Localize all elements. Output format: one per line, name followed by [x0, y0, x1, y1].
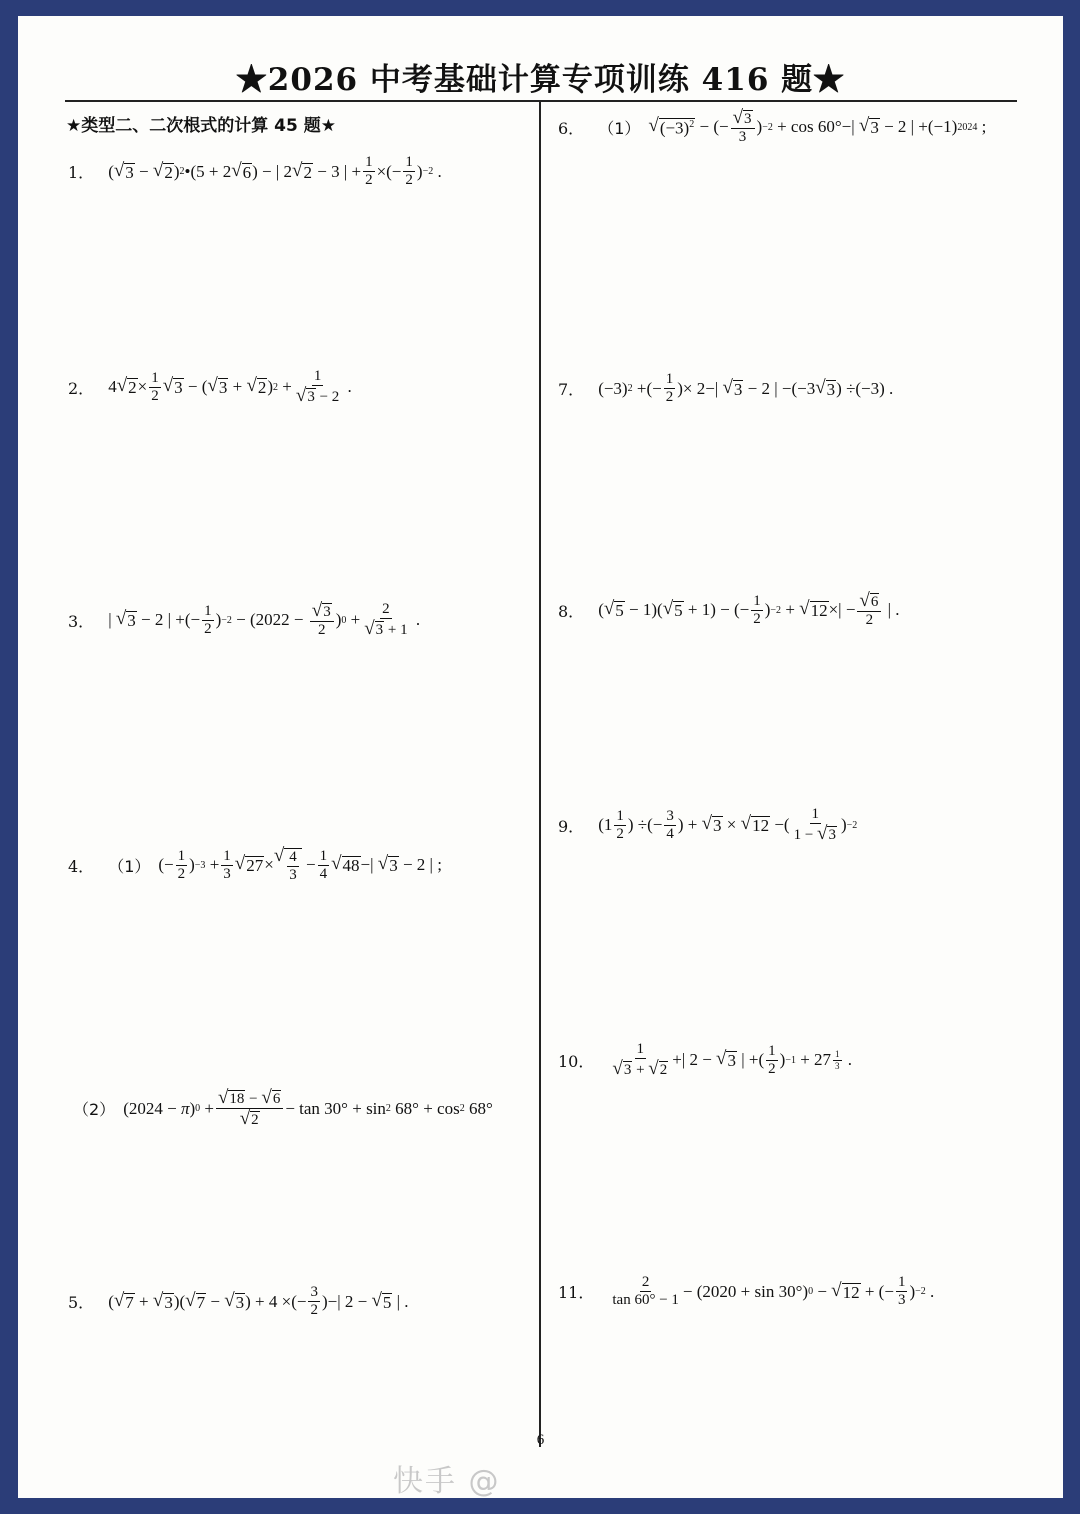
problem-number: 5． [68, 1293, 95, 1313]
problem-number: 4． [68, 856, 95, 876]
column-divider [539, 102, 541, 1447]
math-expression: (1 $\frac{1}{2}$ ) ÷(− $\frac{3}{4}$ ) + √ 3 × √ 12 −( 1 1 − √ 3 ) −2 [598, 806, 858, 845]
sub-part-label: （1） [598, 118, 641, 138]
sub-part-label: （1） [108, 856, 151, 876]
math-expression: (2024 − π ) 0 + √ 18 − √ 6 √ 2 − tan 30° + sin 2 68° + cos 2 68° [123, 1087, 493, 1130]
problem-number: 8． [558, 601, 585, 621]
problem-number: 2． [68, 378, 95, 398]
problem-number: 6． [558, 118, 585, 138]
math-expression: (−3) 2 +(− $\frac{1}{2}$ )× 2−| √ 3 − 2 | −(−3 √ 3 ) ÷(−3) . [598, 371, 894, 406]
section-heading: ★类型二、二次根式的计算 45 题★ [66, 116, 336, 136]
problem-number: 10． [558, 1051, 595, 1071]
problem-number: 7． [558, 380, 585, 400]
math-expression: 1 √ 3 + √ 2 +| 2 − √ 3 | +( $\frac{1}{2}$ ) −1 + 27 $\frac{1}{3}$ . [612, 1041, 853, 1080]
math-expression: $\frac{2}{\tan 60^\circ - 1}$ − (2020 + sin 30°) 0 − √ 12 + (− $\frac{1}{3}$ ) −2 . [612, 1274, 935, 1309]
problem-11 [558, 1274, 934, 1310]
title-rule [65, 100, 1017, 102]
problem-10 [558, 1041, 852, 1080]
page-number: 6 [536, 1432, 545, 1448]
problem-number: 11． [558, 1283, 595, 1303]
problem-2 [68, 368, 352, 407]
problem-3 [68, 601, 420, 640]
math-expression: ( √ 5 − 1)( √ 5 + 1) − (− $\frac{1}{2}$ ) −2 + √ 12 ×| − √ 6 2 | . [598, 590, 900, 629]
math-expression: ( √ 7 + √ 3 )( √ 7 − √ 3 ) + 4 ×(− $\frac{3}{2}$ )−| 2 − √ 5 | . [108, 1284, 409, 1319]
page-title: ★2026 中考基础计算专项训练 416 题★ [235, 62, 846, 98]
watermark: 快手 @ [393, 1464, 501, 1499]
problem-number: 9． [558, 816, 585, 836]
worksheet-page [18, 16, 1063, 1498]
math-expression: √ $(-3)^2$ − (− √ 3 3 ) −2 + cos 60°−| √ 3 − 2 | +(−1) 2024 ; [648, 107, 987, 146]
problem-7 [558, 371, 893, 407]
math-expression: (− $\frac{1}{2}$ ) −3 + $\frac{1}{3}$ √ 27 × √ $\frac{4}{3}$ − $\frac{1}{4}$ √ 48 −| √ 3 − 2 | ; [158, 845, 442, 884]
problem-6-part-1 [558, 108, 986, 147]
math-expression: 4 √ 2 × $\frac{1}{2}$ √ 3 − ( √ 3 + √ 2 ) 2 + 1 √ 3 − 2 . [108, 368, 352, 407]
problem-number: 3． [68, 611, 95, 631]
problem-4-part-1 [68, 846, 442, 885]
problem-5 [68, 1284, 409, 1320]
math-expression: ( √ 3 − √ 2 ) 2 •(5 + 2 √ 6 ) − | 2 √ 2 − 3 | + $\frac{1}{2}$ ×(− $\frac{1}{2}$ ) −2 . [108, 154, 442, 189]
problem-1 [68, 154, 442, 190]
problem-number: 1． [68, 163, 95, 183]
sub-part-label: （2） [73, 1100, 116, 1120]
math-expression: | √ 3 − 2 | +(− $\frac{1}{2}$ ) −2 − (2022 − √ 3 2 ) 0 + 2 √ 3 + 1 . [108, 600, 421, 640]
problem-4-part-2 [73, 1088, 493, 1130]
problem-9 [558, 806, 857, 845]
problem-8 [558, 591, 900, 630]
